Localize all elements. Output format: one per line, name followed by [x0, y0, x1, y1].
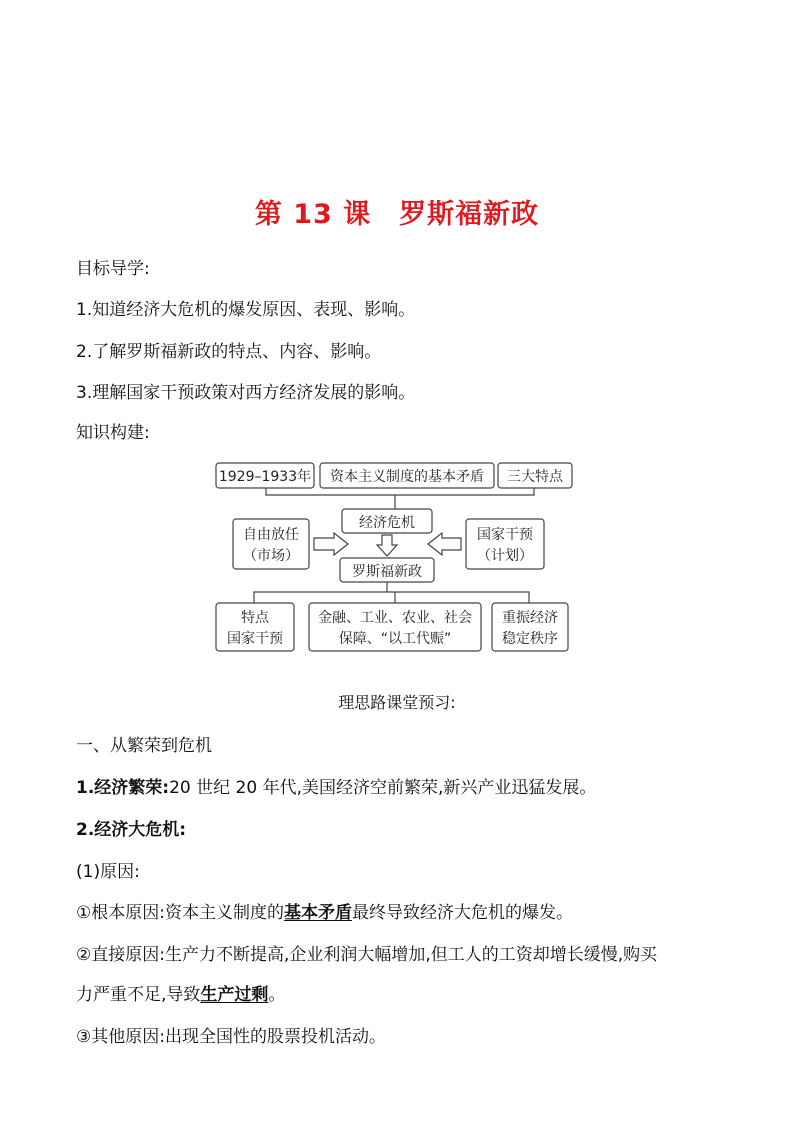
diagram-laissez-faire: 自由放任: [243, 527, 299, 543]
goal-item: 3.理解国家干预政策对西方经济发展的影响。: [76, 383, 416, 403]
cause-direct-key: 生产过剩: [200, 985, 269, 1005]
goals-heading: 目标导学:: [76, 259, 150, 279]
prosperity-text: 20 世纪 20 年代,美国经济空前繁荣,新兴产业迅猛发展。: [169, 778, 597, 798]
section-heading: 一、从繁荣到危机: [76, 736, 212, 756]
crisis-heading: 2.经济大危机:: [76, 820, 187, 840]
prosperity-line: [76, 773, 596, 798]
arrow-left-icon: [428, 533, 461, 555]
cause-root-suffix: 最终导致经济大危机的爆发。: [351, 903, 573, 923]
cause-direct-line1: ②直接原因:生产力不断提高,企业利润大幅增加,但工人的工资却增长缓慢,购买: [76, 945, 658, 965]
cause-direct-suffix: 。: [268, 985, 286, 1005]
cause-other: ③其他原因:出现全国性的股票投机活动。: [76, 1027, 386, 1047]
goal-item: 2.了解罗斯福新政的特点、内容、影响。: [76, 342, 382, 362]
diagram-market: （市场）: [243, 548, 299, 564]
prosperity-label: 1.经济繁荣:: [76, 778, 170, 798]
diagram-features: 三大特点: [507, 469, 563, 485]
diagram-years: 1929–1933年: [218, 469, 312, 485]
cause-root: [76, 898, 573, 923]
diagram-content-line2: 保障、“以工代赈”: [338, 631, 452, 647]
causes-heading: (1)原因:: [76, 862, 140, 882]
diagram-crisis: 经济危机: [359, 515, 415, 531]
diagram-characteristics: 特点: [241, 610, 269, 626]
cause-root-key: 基本矛盾: [283, 903, 352, 923]
diagram-connector-top: [266, 488, 534, 509]
diagram-contradiction: 资本主义制度的基本矛盾: [330, 469, 484, 485]
preview-heading: 理思路课堂预习:: [338, 693, 456, 712]
diagram-characteristics-value: 国家干预: [227, 631, 283, 647]
arrow-right-icon: [314, 533, 348, 555]
goal-item: 1.知道经济大危机的爆发原因、表现、影响。: [76, 300, 416, 320]
diagram-connector-bottom: [254, 582, 529, 603]
cause-direct-prefix: 力严重不足,导致: [76, 985, 201, 1005]
knowledge-heading: 知识构建:: [76, 423, 150, 443]
cause-root-prefix: ①根本原因:资本主义制度的: [76, 903, 284, 923]
diagram-plan: （计划）: [477, 548, 533, 564]
diagram-impact-line2: 稳定秩序: [502, 631, 558, 647]
diagram-impact-line1: 重振经济: [502, 610, 558, 626]
diagram-content-line1: 金融、工业、农业、社会: [318, 610, 472, 626]
arrow-down-icon: [377, 535, 397, 556]
diagram-new-deal: 罗斯福新政: [352, 564, 422, 580]
diagram-state-intervention: 国家干预: [477, 527, 533, 543]
cause-direct-line2: [76, 980, 285, 1005]
page-title: 第 13 课 罗斯福新政: [254, 199, 540, 230]
